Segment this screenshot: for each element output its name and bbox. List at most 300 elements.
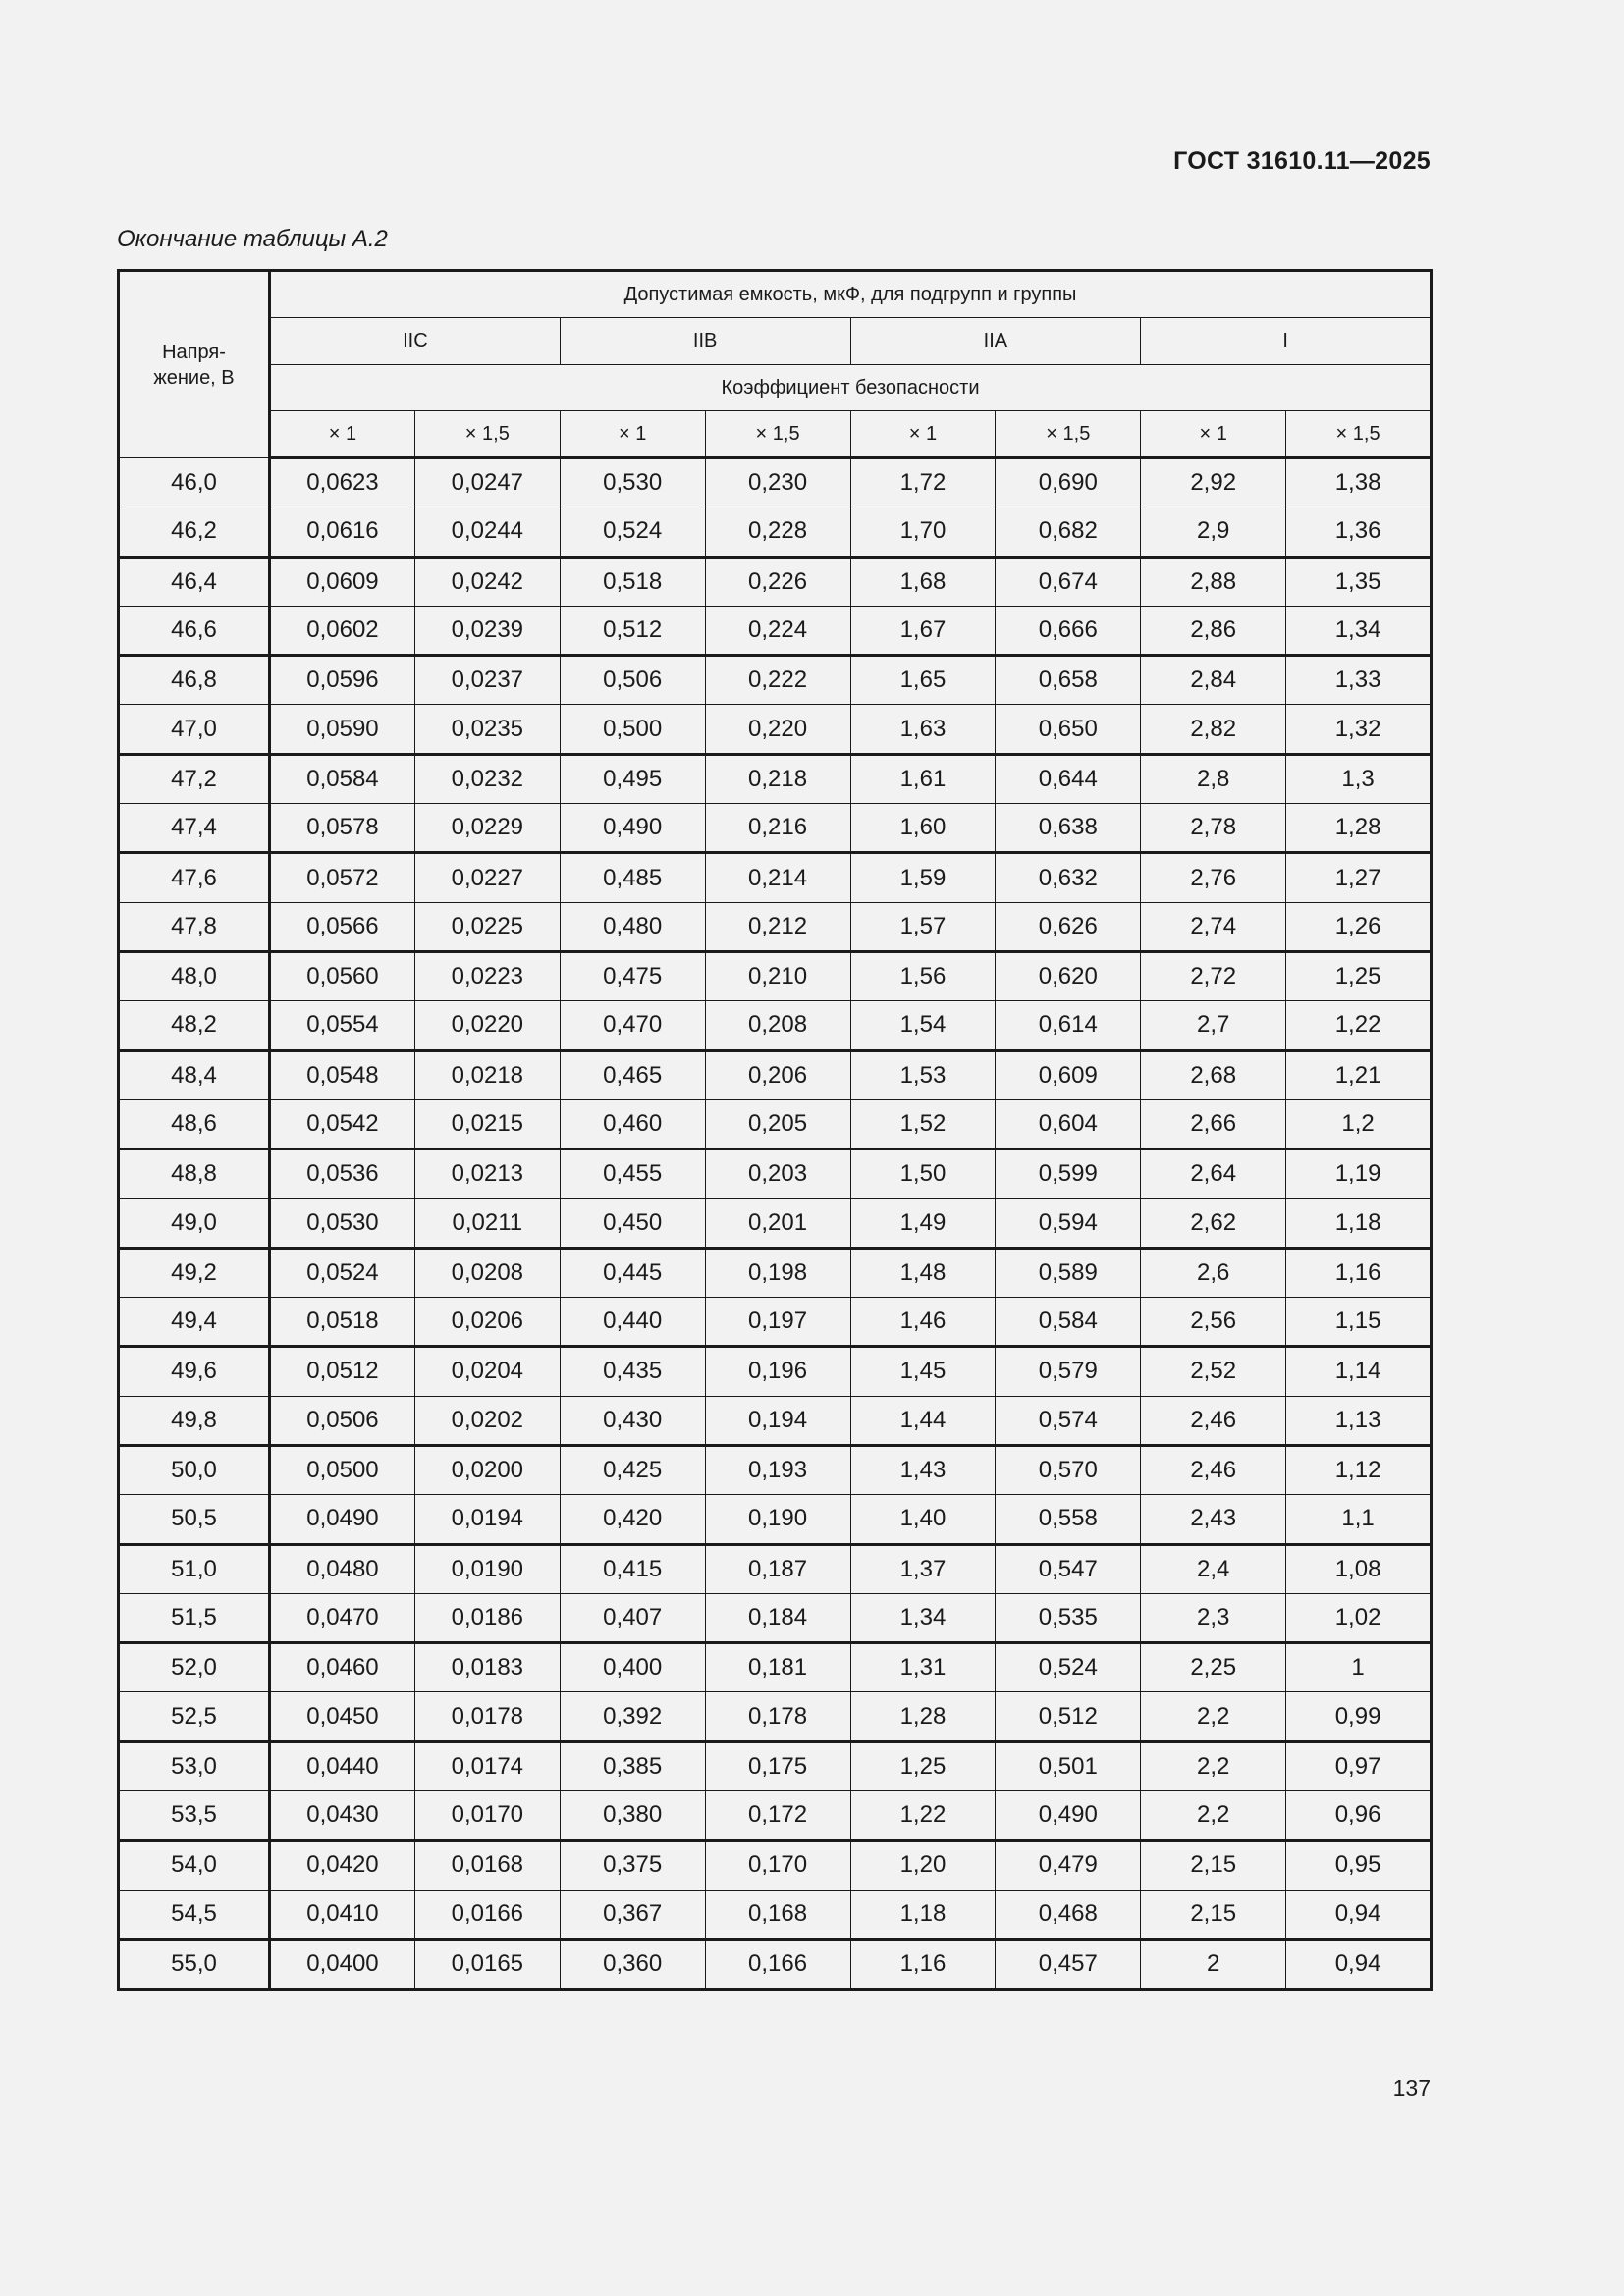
capacity-cell: 0,218	[705, 754, 850, 803]
capacity-cell: 0,170	[705, 1841, 850, 1890]
capacity-cell: 0,524	[996, 1643, 1141, 1692]
capacity-cell: 2,9	[1141, 507, 1286, 557]
capacity-cell: 1,72	[850, 458, 996, 507]
capacity-cell: 0,230	[705, 458, 850, 507]
capacity-cell: 0,0609	[270, 557, 415, 606]
table-row	[119, 1199, 1432, 1248]
capacity-cell: 0,0554	[270, 1001, 415, 1050]
capacity-cell: 2	[1141, 1939, 1286, 1989]
capacity-cell: 2,7	[1141, 1001, 1286, 1050]
capacity-cell: 1,52	[850, 1099, 996, 1148]
voltage-cell: 49,4	[119, 1298, 270, 1347]
group-header: IIB	[560, 318, 850, 365]
capacity-cell: 0,367	[560, 1890, 705, 1939]
capacity-cell: 2,6	[1141, 1248, 1286, 1297]
capacity-cell: 0,650	[996, 705, 1141, 754]
voltage-cell: 48,4	[119, 1050, 270, 1099]
capacity-cell: 1,13	[1286, 1396, 1432, 1445]
capacity-cell: 0,0178	[414, 1692, 560, 1741]
capacity-cell: 2,66	[1141, 1099, 1286, 1148]
capacity-cell: 2,68	[1141, 1050, 1286, 1099]
capacity-cell: 0,0220	[414, 1001, 560, 1050]
table-row	[119, 1396, 1432, 1445]
capacity-cell: 0,0548	[270, 1050, 415, 1099]
table-row	[119, 1544, 1432, 1593]
capacity-cell: 0,392	[560, 1692, 705, 1741]
capacity-cell: 0,0165	[414, 1939, 560, 1989]
capacity-cell: 0,198	[705, 1248, 850, 1297]
voltage-cell: 50,0	[119, 1445, 270, 1494]
capacity-cell: 1,45	[850, 1347, 996, 1396]
table-caption: Окончание таблицы А.2	[117, 226, 388, 252]
capacity-cell: 1,2	[1286, 1099, 1432, 1148]
capacity-cell: 0,0206	[414, 1298, 560, 1347]
capacity-cell: 0,0530	[270, 1199, 415, 1248]
table-row	[119, 1643, 1432, 1692]
capacity-cell: 1,34	[1286, 606, 1432, 655]
capacity-cell: 0,0440	[270, 1741, 415, 1790]
table-row	[119, 705, 1432, 754]
capacity-cell: 2,88	[1141, 557, 1286, 606]
capacity-cell: 0,0166	[414, 1890, 560, 1939]
capacity-cell: 1,36	[1286, 507, 1432, 557]
capacity-cell: 0,210	[705, 951, 850, 1000]
capacity-cell: 0,0242	[414, 557, 560, 606]
table-header	[119, 271, 1432, 458]
capacity-cell: 0,0232	[414, 754, 560, 803]
capacity-cell: 0,184	[705, 1593, 850, 1642]
capacity-cell: 1,28	[1286, 804, 1432, 853]
table-row	[119, 507, 1432, 557]
capacity-cell: 0,485	[560, 853, 705, 902]
capacity-cell: 0,380	[560, 1791, 705, 1841]
capacity-cell: 1,53	[850, 1050, 996, 1099]
capacity-cell: 0,457	[996, 1939, 1141, 1989]
capacity-cell: 2,56	[1141, 1298, 1286, 1347]
capacity-cell: 0,480	[560, 902, 705, 951]
capacity-cell: 0,0202	[414, 1396, 560, 1445]
factor-header: × 1,5	[705, 411, 850, 458]
capacity-cell: 0,214	[705, 853, 850, 902]
capacity-cell: 0,0506	[270, 1396, 415, 1445]
capacity-cell: 0,0512	[270, 1347, 415, 1396]
capacity-cell: 2,4	[1141, 1544, 1286, 1593]
document-code: ГОСТ 31610.11—2025	[1173, 147, 1431, 175]
capacity-cell: 0,594	[996, 1199, 1141, 1248]
capacity-cell: 0,535	[996, 1593, 1141, 1642]
capacity-cell: 1,33	[1286, 656, 1432, 705]
capacity-cell: 1,44	[850, 1396, 996, 1445]
voltage-cell: 46,8	[119, 656, 270, 705]
capacity-cell: 0,460	[560, 1099, 705, 1148]
capacity-cell: 1,22	[1286, 1001, 1432, 1050]
capacity-cell: 0,0170	[414, 1791, 560, 1841]
table-row	[119, 1445, 1432, 1494]
capacity-cell: 0,0225	[414, 902, 560, 951]
capacity-cell: 0,187	[705, 1544, 850, 1593]
capacity-cell: 1,46	[850, 1298, 996, 1347]
capacity-cell: 1,56	[850, 951, 996, 1000]
capacity-cell: 0,94	[1286, 1890, 1432, 1939]
voltage-cell: 46,0	[119, 458, 270, 507]
capacity-cell: 1,59	[850, 853, 996, 902]
capacity-cell: 0,0560	[270, 951, 415, 1000]
capacity-cell: 0,420	[560, 1495, 705, 1544]
capacity-cell: 0,475	[560, 951, 705, 1000]
capacity-cell: 0,626	[996, 902, 1141, 951]
capacity-cell: 2,46	[1141, 1445, 1286, 1494]
capacity-cell: 1,31	[850, 1643, 996, 1692]
capacity-cell: 0,96	[1286, 1791, 1432, 1841]
capacity-cell: 1,20	[850, 1841, 996, 1890]
capacity-cell: 0,609	[996, 1050, 1141, 1099]
capacity-cell: 0,638	[996, 804, 1141, 853]
factor-header: × 1,5	[414, 411, 560, 458]
capacity-cell: 1,70	[850, 507, 996, 557]
voltage-cell: 53,0	[119, 1741, 270, 1790]
voltage-header	[119, 271, 270, 458]
capacity-cell: 1,02	[1286, 1593, 1432, 1642]
capacity-cell: 1,3	[1286, 754, 1432, 803]
capacity-cell: 0,0590	[270, 705, 415, 754]
capacity-cell: 0,0186	[414, 1593, 560, 1642]
capacity-cell: 0,95	[1286, 1841, 1432, 1890]
capacity-cell: 0,0460	[270, 1643, 415, 1692]
capacity-cell: 0,172	[705, 1791, 850, 1841]
table-row	[119, 804, 1432, 853]
capacity-cell: 1,12	[1286, 1445, 1432, 1494]
capacity-cell: 2,15	[1141, 1841, 1286, 1890]
voltage-cell: 54,0	[119, 1841, 270, 1890]
capacity-cell: 0,0572	[270, 853, 415, 902]
capacity-cell: 2,64	[1141, 1149, 1286, 1199]
capacity-cell: 0,512	[560, 606, 705, 655]
table-row	[119, 1248, 1432, 1297]
capacity-cell: 0,0239	[414, 606, 560, 655]
capacity-cell: 0,205	[705, 1099, 850, 1148]
capacity-cell: 0,0518	[270, 1298, 415, 1347]
capacity-cell: 0,644	[996, 754, 1141, 803]
capacity-cell: 2,62	[1141, 1199, 1286, 1248]
capacity-cell: 0,658	[996, 656, 1141, 705]
capacity-cell: 0,206	[705, 1050, 850, 1099]
capacity-cell: 1,32	[1286, 705, 1432, 754]
capacity-cell: 0,524	[560, 507, 705, 557]
capacity-cell: 0,0213	[414, 1149, 560, 1199]
capacity-cell: 0,0542	[270, 1099, 415, 1148]
capacity-cell: 0,181	[705, 1643, 850, 1692]
capacity-cell: 0,440	[560, 1298, 705, 1347]
voltage-cell: 53,5	[119, 1791, 270, 1841]
voltage-cell: 48,2	[119, 1001, 270, 1050]
capacity-cell: 1,60	[850, 804, 996, 853]
capacity-cell: 0,682	[996, 507, 1141, 557]
capacity-cell: 0,599	[996, 1149, 1141, 1199]
voltage-cell: 48,8	[119, 1149, 270, 1199]
capacity-cell: 0,0168	[414, 1841, 560, 1890]
capacity-cell: 0,479	[996, 1841, 1141, 1890]
capacity-cell: 0,512	[996, 1692, 1141, 1741]
capacity-cell: 0,190	[705, 1495, 850, 1544]
capacity-cell: 0,0223	[414, 951, 560, 1000]
capacity-cell: 1,68	[850, 557, 996, 606]
table-row	[119, 1495, 1432, 1544]
capacity-cell: 0,570	[996, 1445, 1141, 1494]
capacity-cell: 0,193	[705, 1445, 850, 1494]
capacity-cell: 0,0208	[414, 1248, 560, 1297]
capacity-cell: 0,0194	[414, 1495, 560, 1544]
capacity-cell: 2,84	[1141, 656, 1286, 705]
capacity-cell: 1,40	[850, 1495, 996, 1544]
capacity-cell: 0,375	[560, 1841, 705, 1890]
capacity-cell: 0,0235	[414, 705, 560, 754]
capacity-cell: 1,19	[1286, 1149, 1432, 1199]
capacity-cell: 0,222	[705, 656, 850, 705]
table-row	[119, 1001, 1432, 1050]
capacity-cell: 0,666	[996, 606, 1141, 655]
capacity-cell: 2,2	[1141, 1791, 1286, 1841]
capacity-cell: 0,0410	[270, 1890, 415, 1939]
capacity-cell: 1,67	[850, 606, 996, 655]
capacity-cell: 0,0211	[414, 1199, 560, 1248]
capacity-cell: 0,0566	[270, 902, 415, 951]
capacity-cell: 0,0623	[270, 458, 415, 507]
capacity-cell: 2,25	[1141, 1643, 1286, 1692]
capacity-cell: 0,604	[996, 1099, 1141, 1148]
voltage-cell: 54,5	[119, 1890, 270, 1939]
table-body	[119, 458, 1432, 1990]
capacity-cell: 0,445	[560, 1248, 705, 1297]
safety-factor-header: Коэффициент безопасности	[270, 365, 1432, 411]
capacity-cell: 1,49	[850, 1199, 996, 1248]
page-number: 137	[1392, 2075, 1431, 2101]
capacity-cell: 0,558	[996, 1495, 1141, 1544]
table-row	[119, 1149, 1432, 1199]
table-row	[119, 1050, 1432, 1099]
table-row	[119, 1791, 1432, 1841]
capacity-cell: 1,22	[850, 1791, 996, 1841]
capacity-cell: 2,72	[1141, 951, 1286, 1000]
voltage-header-text: Напря- жение, В	[153, 341, 235, 389]
capacity-cell: 0,0490	[270, 1495, 415, 1544]
voltage-cell: 47,6	[119, 853, 270, 902]
capacity-cell: 1,65	[850, 656, 996, 705]
table-row	[119, 1939, 1432, 1989]
capacity-cell: 1,37	[850, 1544, 996, 1593]
factor-header: × 1	[850, 411, 996, 458]
capacity-cell: 0,224	[705, 606, 850, 655]
voltage-cell: 47,2	[119, 754, 270, 803]
group-header: IIC	[270, 318, 561, 365]
capacity-cell: 0,584	[996, 1298, 1141, 1347]
capacity-cell: 0,201	[705, 1199, 850, 1248]
capacity-cell: 0,0480	[270, 1544, 415, 1593]
capacity-cell: 0,0200	[414, 1445, 560, 1494]
capacity-cell: 0,430	[560, 1396, 705, 1445]
capacity-cell: 0,455	[560, 1149, 705, 1199]
capacity-cell: 2,15	[1141, 1890, 1286, 1939]
capacity-cell: 0,0602	[270, 606, 415, 655]
table-row	[119, 1841, 1432, 1890]
capacity-cell: 2,8	[1141, 754, 1286, 803]
capacity-cell: 1,26	[1286, 902, 1432, 951]
capacity-cell: 0,0584	[270, 754, 415, 803]
capacity-cell: 0,168	[705, 1890, 850, 1939]
capacity-cell: 2,92	[1141, 458, 1286, 507]
capacity-cell: 0,0190	[414, 1544, 560, 1593]
capacity-cell: 2,76	[1141, 853, 1286, 902]
capacity-cell: 1,54	[850, 1001, 996, 1050]
capacity-cell: 1,16	[850, 1939, 996, 1989]
capacity-cell: 0,0578	[270, 804, 415, 853]
capacity-cell: 0,530	[560, 458, 705, 507]
capacity-cell: 1,25	[850, 1741, 996, 1790]
capacity-cell: 2,43	[1141, 1495, 1286, 1544]
table-row	[119, 1347, 1432, 1396]
voltage-cell: 50,5	[119, 1495, 270, 1544]
capacity-cell: 0,632	[996, 853, 1141, 902]
voltage-cell: 51,5	[119, 1593, 270, 1642]
capacity-cell: 0,470	[560, 1001, 705, 1050]
capacity-cell: 0,208	[705, 1001, 850, 1050]
table-row	[119, 557, 1432, 606]
capacity-cell: 1,18	[850, 1890, 996, 1939]
factor-header: × 1	[560, 411, 705, 458]
capacity-cell: 0,490	[996, 1791, 1141, 1841]
capacity-cell: 0,166	[705, 1939, 850, 1989]
capacity-cell: 0,468	[996, 1890, 1141, 1939]
capacity-cell: 1,57	[850, 902, 996, 951]
capacity-cell: 0,407	[560, 1593, 705, 1642]
capacity-cell: 0,0215	[414, 1099, 560, 1148]
capacity-cell: 0,0500	[270, 1445, 415, 1494]
voltage-cell: 49,2	[119, 1248, 270, 1297]
capacity-cell: 2,74	[1141, 902, 1286, 951]
capacity-cell: 2,78	[1141, 804, 1286, 853]
capacity-cell: 0,500	[560, 705, 705, 754]
capacitance-table	[117, 269, 1433, 1991]
capacity-cell: 1,27	[1286, 853, 1432, 902]
capacity-cell: 1,28	[850, 1692, 996, 1741]
capacity-cell: 0,0174	[414, 1741, 560, 1790]
voltage-cell: 51,0	[119, 1544, 270, 1593]
capacity-cell: 1,38	[1286, 458, 1432, 507]
capacity-cell: 0,495	[560, 754, 705, 803]
capacity-cell: 0,97	[1286, 1741, 1432, 1790]
table-row	[119, 754, 1432, 803]
voltage-cell: 52,0	[119, 1643, 270, 1692]
capacity-cell: 0,0596	[270, 656, 415, 705]
capacity-cell: 2,3	[1141, 1593, 1286, 1642]
capacity-cell: 0,0536	[270, 1149, 415, 1199]
capacity-cell: 0,0218	[414, 1050, 560, 1099]
capacity-cell: 0,547	[996, 1544, 1141, 1593]
voltage-cell: 48,6	[119, 1099, 270, 1148]
capacity-cell: 0,196	[705, 1347, 850, 1396]
voltage-cell: 46,6	[119, 606, 270, 655]
capacity-cell: 0,203	[705, 1149, 850, 1199]
capacity-cell: 0,400	[560, 1643, 705, 1692]
voltage-cell: 46,2	[119, 507, 270, 557]
table-row	[119, 902, 1432, 951]
capacity-cell: 0,0247	[414, 458, 560, 507]
capacity-cell: 0,0183	[414, 1643, 560, 1692]
capacity-cell: 1,16	[1286, 1248, 1432, 1297]
capacity-cell: 0,690	[996, 458, 1141, 507]
capacity-cell: 0,574	[996, 1396, 1141, 1445]
table-row	[119, 1593, 1432, 1642]
voltage-cell: 55,0	[119, 1939, 270, 1989]
capacity-cell: 1,50	[850, 1149, 996, 1199]
capacity-cell: 2,82	[1141, 705, 1286, 754]
capacity-cell: 0,175	[705, 1741, 850, 1790]
table-row	[119, 458, 1432, 507]
capacity-cell: 0,0237	[414, 656, 560, 705]
capacity-cell: 0,0420	[270, 1841, 415, 1890]
factor-header: × 1,5	[996, 411, 1141, 458]
capacity-cell: 1,34	[850, 1593, 996, 1642]
table-row	[119, 1890, 1432, 1939]
capacity-cell: 0,0524	[270, 1248, 415, 1297]
capacity-cell: 0,0244	[414, 507, 560, 557]
capacity-cell: 0,226	[705, 557, 850, 606]
capacity-cell: 0,197	[705, 1298, 850, 1347]
capacity-cell: 0,415	[560, 1544, 705, 1593]
capacity-cell: 0,435	[560, 1347, 705, 1396]
capacity-cell: 0,99	[1286, 1692, 1432, 1741]
capacity-cell: 0,0400	[270, 1939, 415, 1989]
capacity-cell: 0,614	[996, 1001, 1141, 1050]
capacity-cell: 0,212	[705, 902, 850, 951]
capacity-cell: 0,0430	[270, 1791, 415, 1841]
capacity-cell: 0,228	[705, 507, 850, 557]
voltage-cell: 47,4	[119, 804, 270, 853]
table-row	[119, 606, 1432, 655]
capacity-cell: 0,360	[560, 1939, 705, 1989]
voltage-cell: 46,4	[119, 557, 270, 606]
capacity-cell: 2,46	[1141, 1396, 1286, 1445]
voltage-cell: 47,8	[119, 902, 270, 951]
capacity-cell: 0,490	[560, 804, 705, 853]
factor-header: × 1	[270, 411, 415, 458]
voltage-cell: 52,5	[119, 1692, 270, 1741]
table-row	[119, 1099, 1432, 1148]
capacity-cell: 1,35	[1286, 557, 1432, 606]
capacity-cell: 1,15	[1286, 1298, 1432, 1347]
capacity-cell: 1	[1286, 1643, 1432, 1692]
capacity-cell: 1,18	[1286, 1199, 1432, 1248]
capacity-cell: 2,86	[1141, 606, 1286, 655]
table-row	[119, 1741, 1432, 1790]
group-header: I	[1141, 318, 1432, 365]
factor-header: × 1	[1141, 411, 1286, 458]
capacity-cell: 2,2	[1141, 1692, 1286, 1741]
capacity-cell: 0,501	[996, 1741, 1141, 1790]
factor-header: × 1,5	[1286, 411, 1432, 458]
capacity-cell: 0,425	[560, 1445, 705, 1494]
capacity-cell: 0,0470	[270, 1593, 415, 1642]
table-row	[119, 656, 1432, 705]
capacity-cell: 1,43	[850, 1445, 996, 1494]
capacity-cell: 2,2	[1141, 1741, 1286, 1790]
capacity-cell: 0,450	[560, 1199, 705, 1248]
table-row	[119, 1692, 1432, 1741]
capacity-cell: 0,216	[705, 804, 850, 853]
capacity-cell: 1,61	[850, 754, 996, 803]
capacity-cell: 0,465	[560, 1050, 705, 1099]
table-row	[119, 951, 1432, 1000]
capacity-header: Допустимая емкость, мкФ, для подгрупп и группы	[270, 271, 1432, 318]
